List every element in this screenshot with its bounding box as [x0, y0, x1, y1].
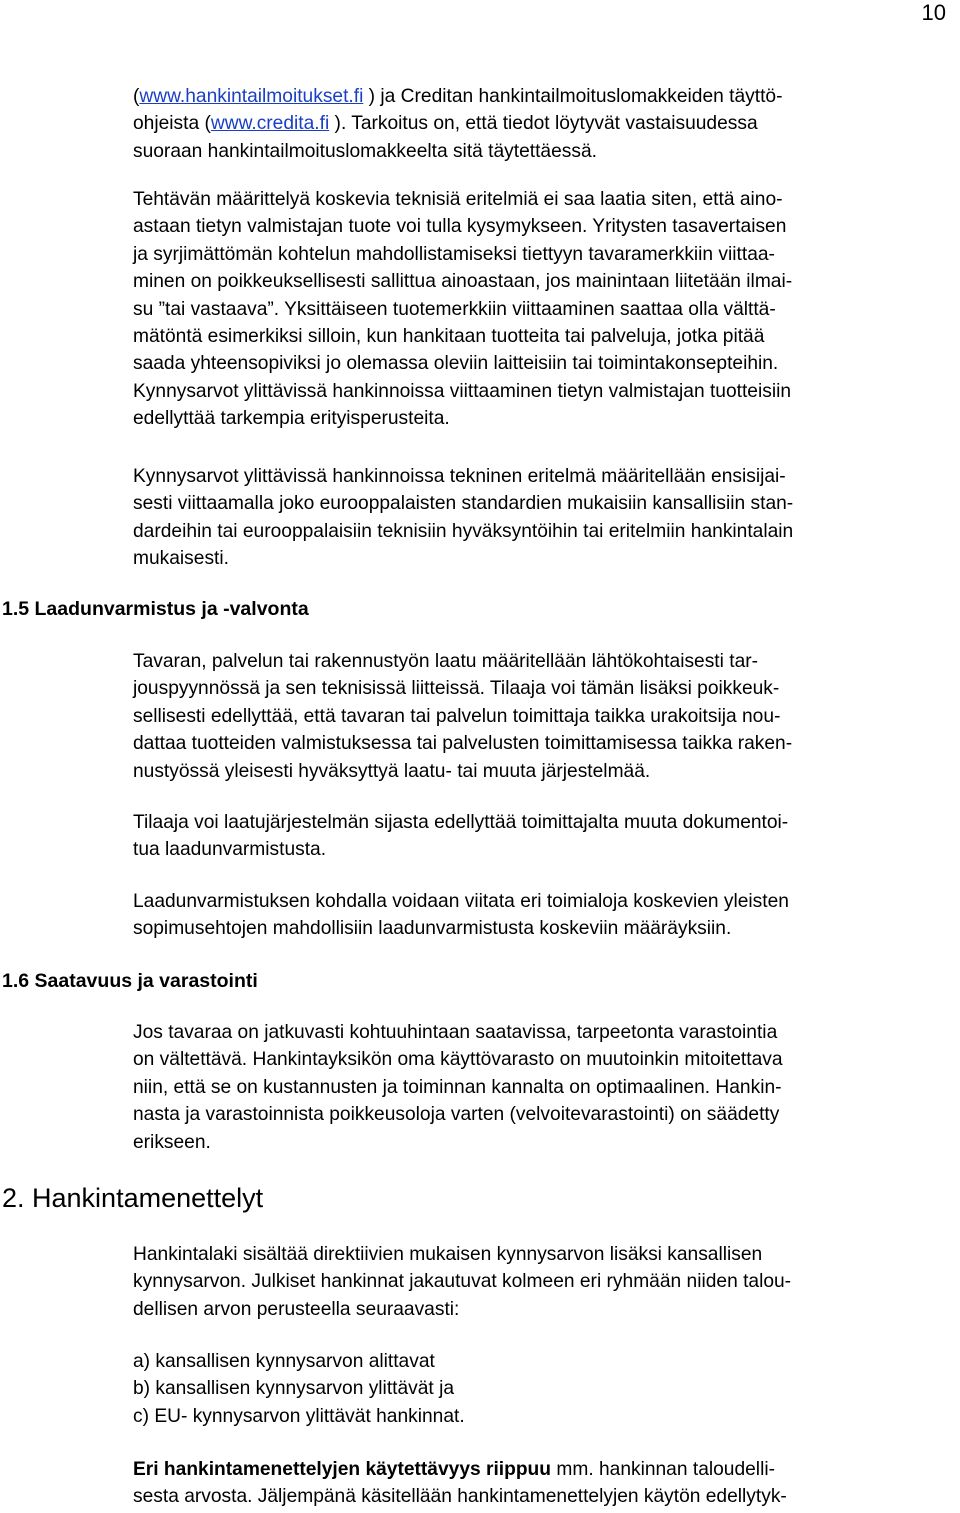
credita-link[interactable]: www.credita.fi [210, 113, 330, 135]
list-item: a) kansallisen kynnysarvon alittavat [133, 1351, 435, 1372]
text-line: sesta arvosta. Jäljempänä käsitellään hankintamenettelyjen käytön edellytyk- [133, 1486, 787, 1508]
text-line: Kynnysarvot ylittävissä hankinnoissa viittaaminen tietyn valmistajan tuotteisiin [133, 380, 792, 402]
paragraph-thresholds [133, 463, 955, 573]
hankintailmoitukset-link[interactable]: www.hankintailmoitukset.fi [139, 86, 364, 107]
text-line: sellisesti edellyttää, että tavaran tai palvelun toimittaja taikka urakoitsija nou- [133, 705, 781, 727]
list-item: b) kansallisen kynnysarvon ylittävät ja [133, 1378, 455, 1400]
text-line: Kynnysarvot ylittävissä hankinnoissa tekninen eritelmä määritellään ensisijai- [133, 466, 786, 487]
text-fragment: mm. hankinnan taloudelli- [551, 1459, 775, 1480]
text-line: mätöntä esimerkiksi silloin, kun hankitaan tuotteita tai palveluja, jotka pitää [133, 326, 765, 348]
text-line: Hankintalaki sisältää direktiivien mukaisen kynnysarvon lisäksi kansallisen [133, 1244, 763, 1265]
text-line: mukaisesti. [133, 548, 229, 570]
text-line: kynnysarvon. Julkiset hankinnat jakautuvat kolmeen eri ryhmään niiden talou- [133, 1271, 792, 1293]
text-line: suoraan hankintailmoituslomakkeelta sitä täytettäessä. [133, 140, 597, 162]
heading-quality-assurance: 1.5 Laadunvarmistus ja -valvonta [2, 598, 309, 620]
text-line: dardeihin tai eurooppalaisiin teknisiin hyväksyntöihin tai eritelmiin hankintalain [133, 520, 794, 542]
text-line: ja syrjimättömän kohtelun mahdollistamiseksi tiettyyn tavaramerkkiin viittaa- [133, 243, 775, 265]
paragraph-quality [133, 648, 955, 785]
text-line: Tilaaja voi laatujärjestelmän sijasta edellyttää toimittajalta muuta dokumentoi- [133, 812, 789, 833]
text-line: Laadunvarmistuksen kohdalla voidaan viitata eri toimialoja koskevien yleisten [133, 891, 789, 912]
bold-phrase: Eri hankintamenettelyjen käytettävyys riippuu [133, 1459, 552, 1480]
text-line: on vältettävä. Hankintayksikön oma käyttövarasto on muutoinkin mitoitettava [133, 1049, 783, 1071]
text-fragment: ohjeista ( [133, 113, 211, 135]
text-line [133, 110, 955, 137]
paragraph-technical-specs [133, 186, 955, 433]
heading-availability: 1.6 Saatavuus ja varastointi [2, 970, 258, 992]
paragraph-procedure-usability [133, 1456, 955, 1511]
heading-procurement-procedures: 2. Hankintamenettelyt [2, 1183, 264, 1213]
text-line [133, 83, 955, 110]
text-line: niin, että se on kustannusten ja toiminnan kannalta on optimaalinen. Hankin- [133, 1076, 782, 1098]
paragraph-intro [133, 83, 955, 165]
text-line: saada yhteensopiviksi jo olemassa oleviin laitteisiin tai toimintakonsepteihin. [133, 353, 779, 375]
text-line: dellisen arvon perusteella seuraavasti: [133, 1298, 460, 1320]
page-number: 10 [921, 0, 946, 25]
text-fragment: ) ja Creditan hankintailmoituslomakkeiden täyttö- [363, 86, 783, 107]
text-line: erikseen. [133, 1131, 211, 1153]
text-line [133, 1456, 955, 1483]
text-line: Tehtävän määrittelyä koskevia teknisiä eritelmiä ei saa laatia siten, että aino- [133, 189, 783, 210]
text-line: minen on poikkeuksellisesti sallittua ainoastaan, jos mainintaan liitetään ilmai- [133, 271, 793, 293]
text-line: jouspyynnössä ja sen teknisissä liitteissä. Tilaaja voi tämän lisäksi poikkeuk- [133, 678, 780, 700]
text-line: sesti viittaamalla joko eurooppalaisten standardien mukaisiin kansallisiin stan- [133, 493, 794, 515]
procurement-groups-list [133, 1348, 955, 1430]
paragraph-quality-contracts [133, 888, 955, 943]
text-line: su ”tai vastaava”. Yksittäiseen tuotemerkkiin viittaaminen saattaa olla välttä- [133, 298, 776, 320]
paragraph-procurement-law [133, 1241, 955, 1323]
text-line: dattaa tuotteiden valmistuksessa tai palvelusten toimittamisessa taikka raken- [133, 733, 793, 755]
text-line: Jos tavaraa on jatkuvasti kohtuuhintaan saatavissa, tarpeetonta varastointia [133, 1022, 778, 1043]
text-line: nustyössä yleisesti hyväksyttyä laatu- tai muuta järjestelmää. [133, 760, 651, 782]
paragraph-quality-docs [133, 809, 955, 864]
text-line: astaan tietyn valmistajan tuote voi tulla kysymykseen. Yritysten tasavertaisen [133, 216, 787, 238]
text-line: sopimusehtojen mahdollisiin laadunvarmistusta koskeviin määräyksiin. [133, 918, 732, 940]
paragraph-storage [133, 1019, 955, 1156]
text-line: Tavaran, palvelun tai rakennustyön laatu määritellään lähtökohtaisesti tar- [133, 651, 759, 672]
text-line: nasta ja varastoinnista poikkeusoloja varten (velvoitevarastointi) on säädetty [133, 1104, 780, 1126]
text-fragment: ). Tarkoitus on, että tiedot löytyvät vastaisuudessa [329, 113, 758, 135]
text-fragment: ( [133, 86, 140, 107]
text-line: edellyttää tarkempia erityisperusteita. [133, 408, 450, 430]
text-line: tua laadunvarmistusta. [133, 839, 327, 861]
list-item: c) EU- kynnysarvon ylittävät hankinnat. [133, 1405, 465, 1427]
